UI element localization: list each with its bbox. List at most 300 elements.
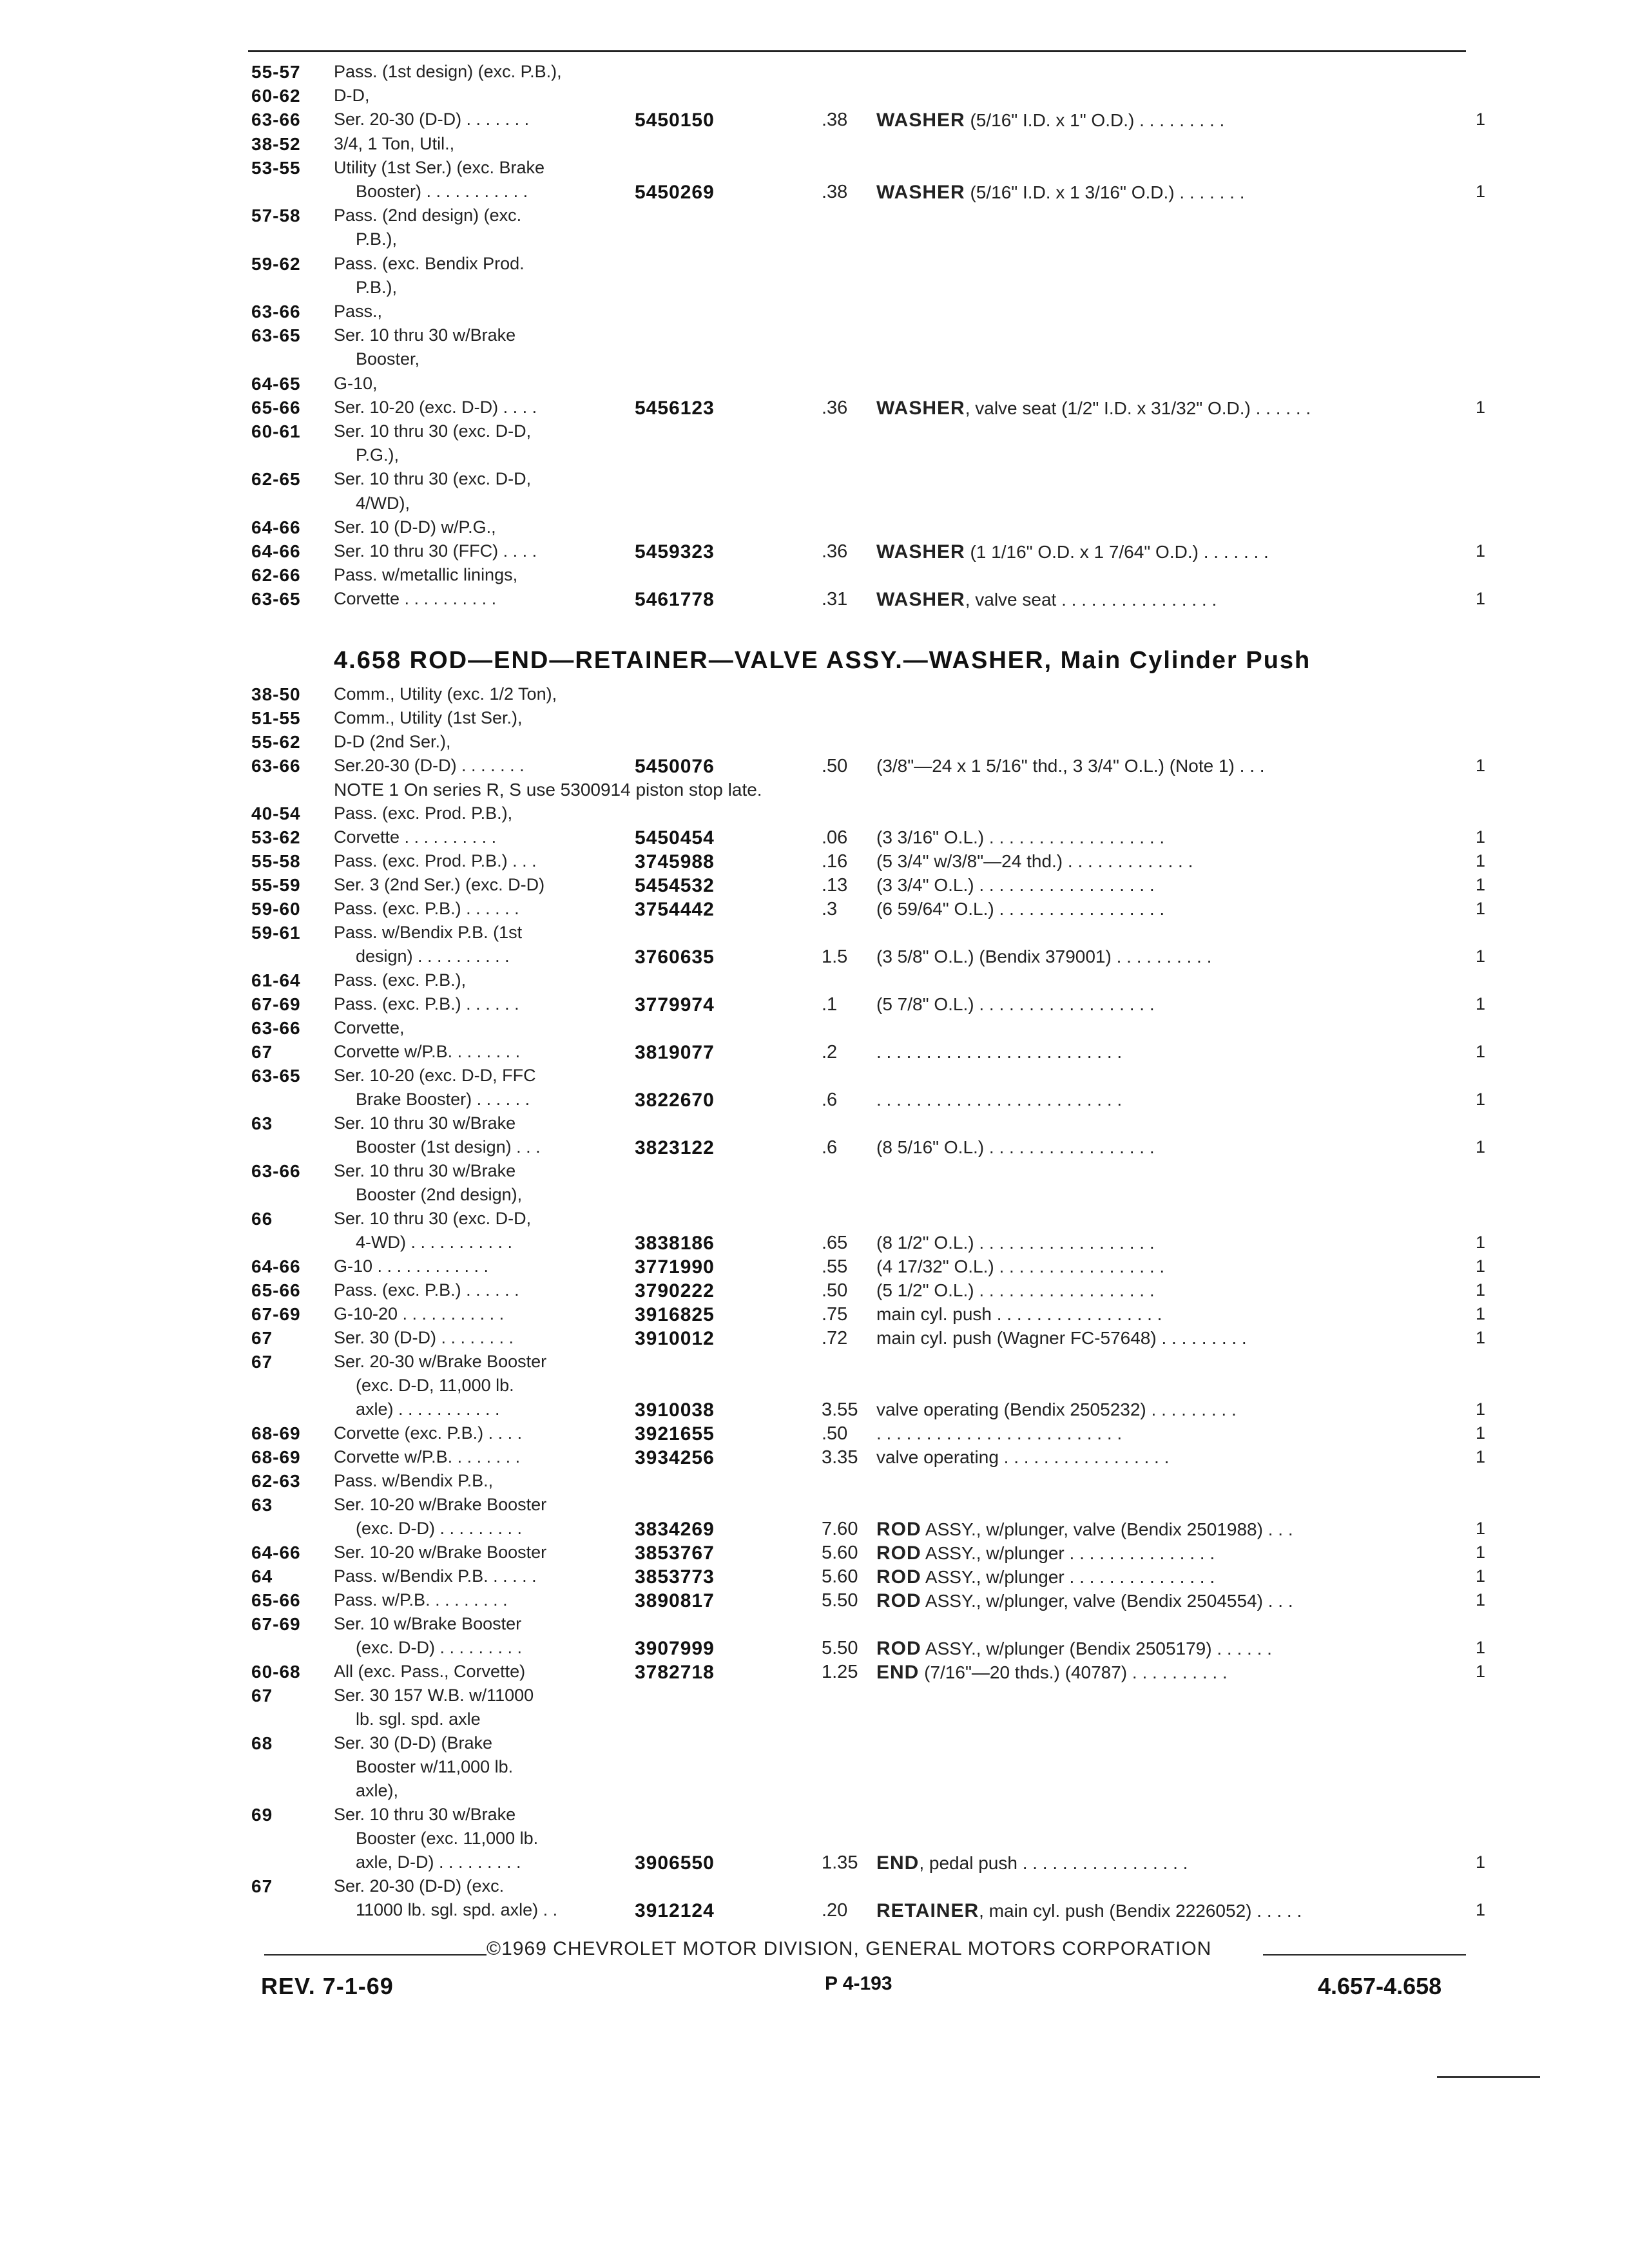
application-text: Ser. 10 thru 30 w/Brake <box>334 325 516 345</box>
part-number: 5454532 <box>635 875 715 896</box>
price-value: .65 <box>822 1233 848 1253</box>
quantity-value: 1 <box>1476 827 1486 847</box>
application-text: 4-WD) . . . . . . . . . . . <box>356 1233 513 1252</box>
description-text: (8 1/2" O.L.) . . . . . . . . . . . . . . . . . . <box>876 1233 1155 1253</box>
application-text: lb. sgl. spd. axle <box>356 1709 481 1729</box>
list-item <box>0 1376 1629 1399</box>
quantity-value: 1 <box>1476 1900 1486 1919</box>
application-text: Booster, <box>356 349 420 369</box>
list-item <box>0 1423 1629 1447</box>
part-number: 3934256 <box>635 1447 715 1468</box>
description-text: (5 7/8" O.L.) . . . . . . . . . . . . . . . . . . <box>876 994 1155 1014</box>
list-item <box>0 1781 1629 1805</box>
quantity-value: 1 <box>1476 182 1486 201</box>
description-text: . . . . . . . . . . . . . . . . . . . . . . . . . <box>876 1090 1123 1110</box>
list-item <box>0 229 1629 253</box>
application-text: Pass. w/Bendix P.B. (1st <box>334 923 523 942</box>
list-item <box>0 1876 1629 1900</box>
list-item <box>0 1233 1629 1256</box>
year-range: 55-57 <box>251 62 301 82</box>
price-value: .31 <box>822 589 848 610</box>
list-item <box>0 374 1629 398</box>
quantity-value: 1 <box>1476 589 1486 609</box>
list-item <box>0 1638 1629 1662</box>
part-number: 5450269 <box>635 182 715 203</box>
application-text: Ser. 10 thru 30 (exc. D-D, <box>334 469 532 489</box>
year-range: 64-65 <box>251 373 301 394</box>
list-item <box>0 349 1629 373</box>
description-text: RETAINER, main cyl. push (Bendix 2226052) . . . . . <box>876 1900 1302 1921</box>
part-number: 3916825 <box>635 1304 715 1325</box>
year-range: 60-62 <box>251 86 301 106</box>
list-item <box>0 994 1629 1018</box>
quantity-value: 1 <box>1476 1852 1486 1872</box>
application-text: Pass. w/Bendix P.B. . . . . . <box>334 1566 537 1586</box>
list-item <box>0 1542 1629 1566</box>
year-range: 55-62 <box>251 732 301 752</box>
list-item <box>0 1829 1629 1852</box>
description-text: (8 5/16" O.L.) . . . . . . . . . . . . . . . . . <box>876 1137 1155 1157</box>
list-item <box>0 732 1629 756</box>
year-range: 64-66 <box>251 1256 301 1276</box>
application-text: Pass. w/metallic linings, <box>334 565 518 585</box>
description-text: (3 5/8" O.L.) (Bendix 379001) . . . . . . . . . . <box>876 947 1212 966</box>
price-value: .2 <box>822 1042 838 1062</box>
list-item <box>0 325 1629 349</box>
application-text: Ser. 20-30 w/Brake Booster <box>334 1352 547 1371</box>
list-item <box>0 1805 1629 1829</box>
part-number: 3745988 <box>635 851 715 872</box>
quantity-value: 1 <box>1476 1280 1486 1300</box>
quantity-value: 1 <box>1476 851 1486 870</box>
description-text: END, pedal push . . . . . . . . . . . . . . . . . <box>876 1852 1188 1874</box>
quantity-value: 1 <box>1476 756 1486 775</box>
part-number: 3771990 <box>635 1256 715 1278</box>
quantity-value: 1 <box>1476 110 1486 130</box>
list-item <box>0 1018 1629 1042</box>
list-item <box>0 1566 1629 1590</box>
description-text: END (7/16"—20 thds.) (40787) . . . . . . . . . . <box>876 1662 1228 1683</box>
year-range: 61-64 <box>251 970 301 990</box>
application-text: Corvette . . . . . . . . . . <box>334 589 497 609</box>
application-text: Ser.20-30 (D-D) . . . . . . . <box>334 756 525 775</box>
application-text: Pass. (exc. P.B.) . . . . . . <box>334 994 519 1014</box>
application-text: Ser. 20-30 (D-D) (exc. <box>334 1876 505 1896</box>
list-item <box>0 780 1629 803</box>
description-text: (4 17/32" O.L.) . . . . . . . . . . . . . . . . . <box>876 1256 1165 1276</box>
application-text: 11000 lb. sgl. spd. axle) . . <box>356 1900 558 1919</box>
application-text: Ser. 10 thru 30 (exc. D-D, <box>334 421 532 441</box>
copyright-line: ©1969 CHEVROLET MOTOR DIVISION, GENERAL MOTORS CORPORATION <box>487 1938 1212 1959</box>
year-range: 64-66 <box>251 541 301 561</box>
description-text: . . . . . . . . . . . . . . . . . . . . . . . . . <box>876 1042 1123 1062</box>
list-item <box>0 684 1629 708</box>
application-text: axle) . . . . . . . . . . . <box>356 1399 500 1419</box>
application-text: Ser. 10 w/Brake Booster <box>334 1614 522 1633</box>
application-text: design) . . . . . . . . . . <box>356 947 510 966</box>
quantity-value: 1 <box>1476 1519 1486 1538</box>
application-text: Ser. 10 (D-D) w/P.G., <box>334 517 496 537</box>
price-value: 1.25 <box>822 1662 858 1682</box>
quantity-value: 1 <box>1476 1304 1486 1323</box>
description-text: main cyl. push (Wagner FC-57648) . . . . . . . . . <box>876 1328 1247 1348</box>
year-range: 64 <box>251 1566 273 1586</box>
part-number: 3822670 <box>635 1090 715 1111</box>
list-item <box>0 1614 1629 1638</box>
section-title: 4.658 ROD—END—RETAINER—VALVE ASSY.—WASHER, Main Cylinder Push <box>334 647 1311 674</box>
list-item <box>0 708 1629 732</box>
list-item <box>0 1090 1629 1113</box>
price-value: .13 <box>822 875 848 896</box>
list-item <box>0 1280 1629 1304</box>
year-range: 59-62 <box>251 253 301 274</box>
description-text: (6 59/64" O.L.) . . . . . . . . . . . . . . . . . <box>876 899 1165 919</box>
price-value: .36 <box>822 397 848 418</box>
price-value: .50 <box>822 756 848 776</box>
note-text: NOTE 1 On series R, S use 5300914 piston stop late. <box>334 780 762 800</box>
part-number: 3853767 <box>635 1542 715 1564</box>
part-number: 3834269 <box>635 1519 715 1540</box>
application-text: Ser. 10 thru 30 w/Brake <box>334 1113 516 1133</box>
application-text: Ser. 20-30 (D-D) . . . . . . . <box>334 110 530 130</box>
application-text: Pass. (2nd design) (exc. <box>334 206 522 226</box>
application-text: Pass., <box>334 302 383 321</box>
quantity-value: 1 <box>1476 1399 1486 1419</box>
price-value: 7.60 <box>822 1519 858 1539</box>
application-text: Utility (1st Ser.) (exc. Brake <box>334 157 545 177</box>
list-item <box>0 1256 1629 1280</box>
price-value: .06 <box>822 827 848 848</box>
part-number: 3910038 <box>635 1399 715 1421</box>
application-text: Ser. 3 (2nd Ser.) (exc. D-D) <box>334 875 545 894</box>
list-item <box>0 1757 1629 1781</box>
part-number: 3782718 <box>635 1662 715 1683</box>
year-range: 38-52 <box>251 133 301 154</box>
description-text: ROD ASSY., w/plunger, valve (Bendix 2504554) . . . <box>876 1590 1293 1611</box>
list-item <box>0 803 1629 827</box>
list-item <box>0 1471 1629 1495</box>
description-text: (5 1/2" O.L.) . . . . . . . . . . . . . . . . . . <box>876 1280 1155 1300</box>
description-text: main cyl. push . . . . . . . . . . . . . . . . . <box>876 1304 1162 1324</box>
list-item <box>0 1137 1629 1161</box>
description-text: WASHER (5/16" I.D. x 1" O.D.) . . . . . . . . . <box>876 110 1225 131</box>
description-text: WASHER, valve seat (1/2" I.D. x 31/32" O.D.) . . . . . . <box>876 397 1311 419</box>
application-text: Ser. 10 thru 30 (exc. D-D, <box>334 1209 532 1228</box>
list-item <box>0 1399 1629 1423</box>
price-value: .3 <box>822 899 838 919</box>
price-value: 1.35 <box>822 1852 858 1873</box>
year-range: 63-66 <box>251 302 301 322</box>
quantity-value: 1 <box>1476 994 1486 1014</box>
price-value: 5.60 <box>822 1542 858 1563</box>
list-item <box>0 134 1629 158</box>
price-value: .20 <box>822 1900 848 1921</box>
list-item <box>0 1900 1629 1924</box>
year-range: 69 <box>251 1805 273 1825</box>
part-number: 5450076 <box>635 756 715 777</box>
year-range: 68-69 <box>251 1447 301 1467</box>
part-number: 3754442 <box>635 899 715 920</box>
list-item <box>0 254 1629 278</box>
footer-rule-left <box>264 1954 487 1956</box>
quantity-value: 1 <box>1476 1042 1486 1061</box>
year-range: 59-60 <box>251 899 301 919</box>
application-text: P.B.), <box>356 277 398 297</box>
year-range: 57-58 <box>251 206 301 226</box>
list-item <box>0 1209 1629 1233</box>
application-text: P.G.), <box>356 445 400 465</box>
section-range: 4.657-4.658 <box>1318 1973 1442 1999</box>
application-text: Ser. 30 (D-D) (Brake <box>334 1733 493 1753</box>
part-number: 3819077 <box>635 1042 715 1063</box>
quantity-value: 1 <box>1476 947 1486 966</box>
part-number: 5459323 <box>635 541 715 562</box>
year-range: 65-66 <box>251 1590 301 1610</box>
year-range: 67 <box>251 1876 273 1896</box>
quantity-value: 1 <box>1476 1256 1486 1276</box>
part-number: 5456123 <box>635 397 715 419</box>
description-text: . . . . . . . . . . . . . . . . . . . . . . . . . <box>876 1423 1123 1443</box>
year-range: 66 <box>251 1209 273 1229</box>
application-text: Corvette, <box>334 1018 405 1037</box>
application-text: G-10, <box>334 373 378 393</box>
list-item <box>0 875 1629 899</box>
list-item <box>0 182 1629 206</box>
list-item <box>0 445 1629 469</box>
list-item <box>0 1495 1629 1519</box>
quantity-value: 1 <box>1476 1566 1486 1586</box>
list-item <box>0 923 1629 947</box>
year-range: 63-65 <box>251 1066 301 1086</box>
price-value: .1 <box>822 994 838 1015</box>
application-text: Comm., Utility (exc. 1/2 Ton), <box>334 684 557 704</box>
list-item <box>0 469 1629 493</box>
application-text: Corvette . . . . . . . . . . <box>334 827 497 847</box>
list-item <box>0 158 1629 182</box>
list-item <box>0 1519 1629 1542</box>
year-range: 63 <box>251 1495 273 1515</box>
price-value: 3.35 <box>822 1447 858 1468</box>
application-text: Pass. (exc. Bendix Prod. <box>334 253 525 273</box>
year-range: 67-69 <box>251 1304 301 1324</box>
part-number: 3760635 <box>635 947 715 968</box>
year-range: 67 <box>251 1328 273 1348</box>
year-range: 67 <box>251 1042 273 1062</box>
description-text: WASHER (5/16" I.D. x 1 3/16" O.D.) . . . . . . . <box>876 182 1245 203</box>
year-range: 67 <box>251 1352 273 1372</box>
description-text: valve operating (Bendix 2505232) . . . . . . . . . <box>876 1399 1237 1419</box>
bottom-mark <box>1437 2076 1540 2078</box>
application-text: Ser. 10-20 (exc. D-D) . . . . <box>334 397 537 417</box>
year-range: 60-61 <box>251 421 301 441</box>
application-text: Ser. 10-20 w/Brake Booster <box>334 1542 547 1562</box>
description-text: ROD ASSY., w/plunger . . . . . . . . . . . . . . . <box>876 1566 1215 1588</box>
price-value: .55 <box>822 1256 848 1277</box>
year-range: 68 <box>251 1733 273 1753</box>
part-number: 3912124 <box>635 1900 715 1921</box>
application-text: 3/4, 1 Ton, Util., <box>334 133 455 153</box>
part-number: 3823122 <box>635 1137 715 1158</box>
year-range: 65-66 <box>251 1280 301 1300</box>
application-text: Booster (1st design) . . . <box>356 1137 541 1157</box>
application-text: Pass. w/Bendix P.B., <box>334 1471 494 1490</box>
application-text: Pass. w/P.B. . . . . . . . . <box>334 1590 508 1610</box>
list-item <box>0 110 1629 133</box>
list-item <box>0 947 1629 970</box>
part-number: 5461778 <box>635 589 715 611</box>
quantity-value: 1 <box>1476 1233 1486 1252</box>
list-item <box>0 899 1629 923</box>
quantity-value: 1 <box>1476 899 1486 918</box>
year-range: 59-61 <box>251 923 301 943</box>
description-text: (5 3/4" w/3/8"—24 thd.) . . . . . . . . . . . . . <box>876 851 1193 871</box>
year-range: 62-65 <box>251 469 301 490</box>
part-number: 3838186 <box>635 1233 715 1254</box>
application-text: P.B.), <box>356 229 398 249</box>
year-range: 53-55 <box>251 157 301 178</box>
quantity-value: 1 <box>1476 541 1486 561</box>
part-number: 3779974 <box>635 994 715 1015</box>
list-item <box>0 1447 1629 1471</box>
year-range: 63 <box>251 1113 273 1133</box>
list-item <box>0 851 1629 875</box>
application-text: Pass. (exc. P.B.), <box>334 970 467 990</box>
price-value: 1.5 <box>822 947 848 967</box>
list-item <box>0 398 1629 421</box>
description-text: valve operating . . . . . . . . . . . . . . . . . <box>876 1447 1170 1467</box>
description-text: WASHER, valve seat . . . . . . . . . . . . . . . . <box>876 589 1217 611</box>
year-range: 67-69 <box>251 1614 301 1634</box>
description-text: ROD ASSY., w/plunger (Bendix 2505179) . . . . . . <box>876 1638 1272 1659</box>
price-value: 5.50 <box>822 1638 858 1658</box>
part-number: 3910012 <box>635 1328 715 1349</box>
list-item <box>0 1352 1629 1376</box>
description-text: ROD ASSY., w/plunger . . . . . . . . . . . . . . . <box>876 1542 1215 1564</box>
list-item <box>0 1161 1629 1185</box>
year-range: 55-58 <box>251 851 301 871</box>
part-number: 5450454 <box>635 827 715 849</box>
application-text: All (exc. Pass., Corvette) <box>334 1662 526 1681</box>
list-item <box>0 1662 1629 1686</box>
price-value: .38 <box>822 110 848 131</box>
year-range: 65-66 <box>251 397 301 418</box>
application-text: Booster (exc. 11,000 lb. <box>356 1829 539 1848</box>
year-range: 55-59 <box>251 875 301 895</box>
quantity-value: 1 <box>1476 1662 1486 1681</box>
year-range: 38-50 <box>251 684 301 704</box>
application-text: Ser. 10 thru 30 (FFC) . . . . <box>334 541 537 561</box>
top-rule <box>248 50 1466 52</box>
list-item <box>0 1066 1629 1090</box>
application-text: Booster (2nd design), <box>356 1185 523 1204</box>
price-value: 5.60 <box>822 1566 858 1587</box>
price-value: 5.50 <box>822 1590 858 1611</box>
application-text: Booster) . . . . . . . . . . . <box>356 182 528 201</box>
price-value: 3.55 <box>822 1399 858 1420</box>
application-text: Pass. (exc. P.B.) . . . . . . <box>334 1280 519 1300</box>
year-range: 62-63 <box>251 1471 301 1491</box>
list-item <box>0 62 1629 86</box>
application-text: Pass. (1st design) (exc. P.B.), <box>334 62 562 81</box>
price-value: .72 <box>822 1328 848 1349</box>
year-range: 63-66 <box>251 1161 301 1181</box>
price-value: .50 <box>822 1280 848 1301</box>
list-item <box>0 541 1629 565</box>
list-item <box>0 517 1629 541</box>
list-item <box>0 1042 1629 1066</box>
application-text: Pass. (exc. Prod. P.B.) . . . <box>334 851 537 870</box>
quantity-value: 1 <box>1476 1137 1486 1157</box>
list-item <box>0 970 1629 994</box>
quantity-value: 1 <box>1476 397 1486 417</box>
part-number: 3853773 <box>635 1566 715 1588</box>
list-item <box>0 827 1629 851</box>
part-number: 3890817 <box>635 1590 715 1611</box>
list-item <box>0 1185 1629 1209</box>
description-text: WASHER (1 1/16" O.D. x 1 7/64" O.D.) . . . . . . . <box>876 541 1269 562</box>
application-text: (exc. D-D) . . . . . . . . . <box>356 1519 523 1538</box>
list-item <box>0 1852 1629 1876</box>
application-text: axle, D-D) . . . . . . . . . <box>356 1852 521 1872</box>
application-text: Corvette w/P.B. . . . . . . . <box>334 1042 521 1061</box>
quantity-value: 1 <box>1476 875 1486 894</box>
year-range: 51-55 <box>251 708 301 728</box>
description-text: (3 3/16" O.L.) . . . . . . . . . . . . . . . . . . <box>876 827 1165 847</box>
quantity-value: 1 <box>1476 1447 1486 1466</box>
year-range: 64-66 <box>251 517 301 537</box>
application-text: Ser. 10 thru 30 w/Brake <box>334 1805 516 1824</box>
application-text: Corvette (exc. P.B.) . . . . <box>334 1423 523 1443</box>
quantity-value: 1 <box>1476 1638 1486 1657</box>
application-text: Comm., Utility (1st Ser.), <box>334 708 523 727</box>
application-text: (exc. D-D, 11,000 lb. <box>356 1376 514 1395</box>
year-range: 67 <box>251 1686 273 1706</box>
list-item <box>0 1590 1629 1614</box>
application-text: Corvette w/P.B. . . . . . . . <box>334 1447 521 1466</box>
quantity-value: 1 <box>1476 1590 1486 1610</box>
year-range: 40-54 <box>251 803 301 823</box>
part-number: 3921655 <box>635 1423 715 1445</box>
application-text: D-D (2nd Ser.), <box>334 732 451 751</box>
price-value: .36 <box>822 541 848 562</box>
application-text: Ser. 10 thru 30 w/Brake <box>334 1161 516 1180</box>
year-range: 62-66 <box>251 565 301 586</box>
application-text: Pass. (exc. Prod. P.B.), <box>334 803 513 823</box>
price-value: .50 <box>822 1423 848 1444</box>
footer-rule-right <box>1263 1954 1466 1956</box>
list-item <box>0 86 1629 110</box>
list-item <box>0 1709 1629 1733</box>
application-text: (exc. D-D) . . . . . . . . . <box>356 1638 523 1657</box>
list-item <box>0 421 1629 445</box>
part-number: 3790222 <box>635 1280 715 1302</box>
application-text: Booster w/11,000 lb. <box>356 1757 514 1776</box>
year-range: 63-66 <box>251 1018 301 1038</box>
part-number: 5450150 <box>635 110 715 131</box>
revision-date: REV. 7-1-69 <box>261 1973 394 1999</box>
list-item <box>0 494 1629 517</box>
part-number: 3907999 <box>635 1638 715 1659</box>
application-text: 4/WD), <box>356 493 410 513</box>
list-item <box>0 1113 1629 1137</box>
description-text: (3/8"—24 x 1 5/16" thd., 3 3/4" O.L.) (Note 1) . . . <box>876 756 1265 776</box>
list-item <box>0 1686 1629 1709</box>
year-range: 53-62 <box>251 827 301 847</box>
year-range: 64-66 <box>251 1542 301 1562</box>
application-text: Ser. 10-20 w/Brake Booster <box>334 1495 547 1514</box>
quantity-value: 1 <box>1476 1328 1486 1347</box>
year-range: 68-69 <box>251 1423 301 1443</box>
